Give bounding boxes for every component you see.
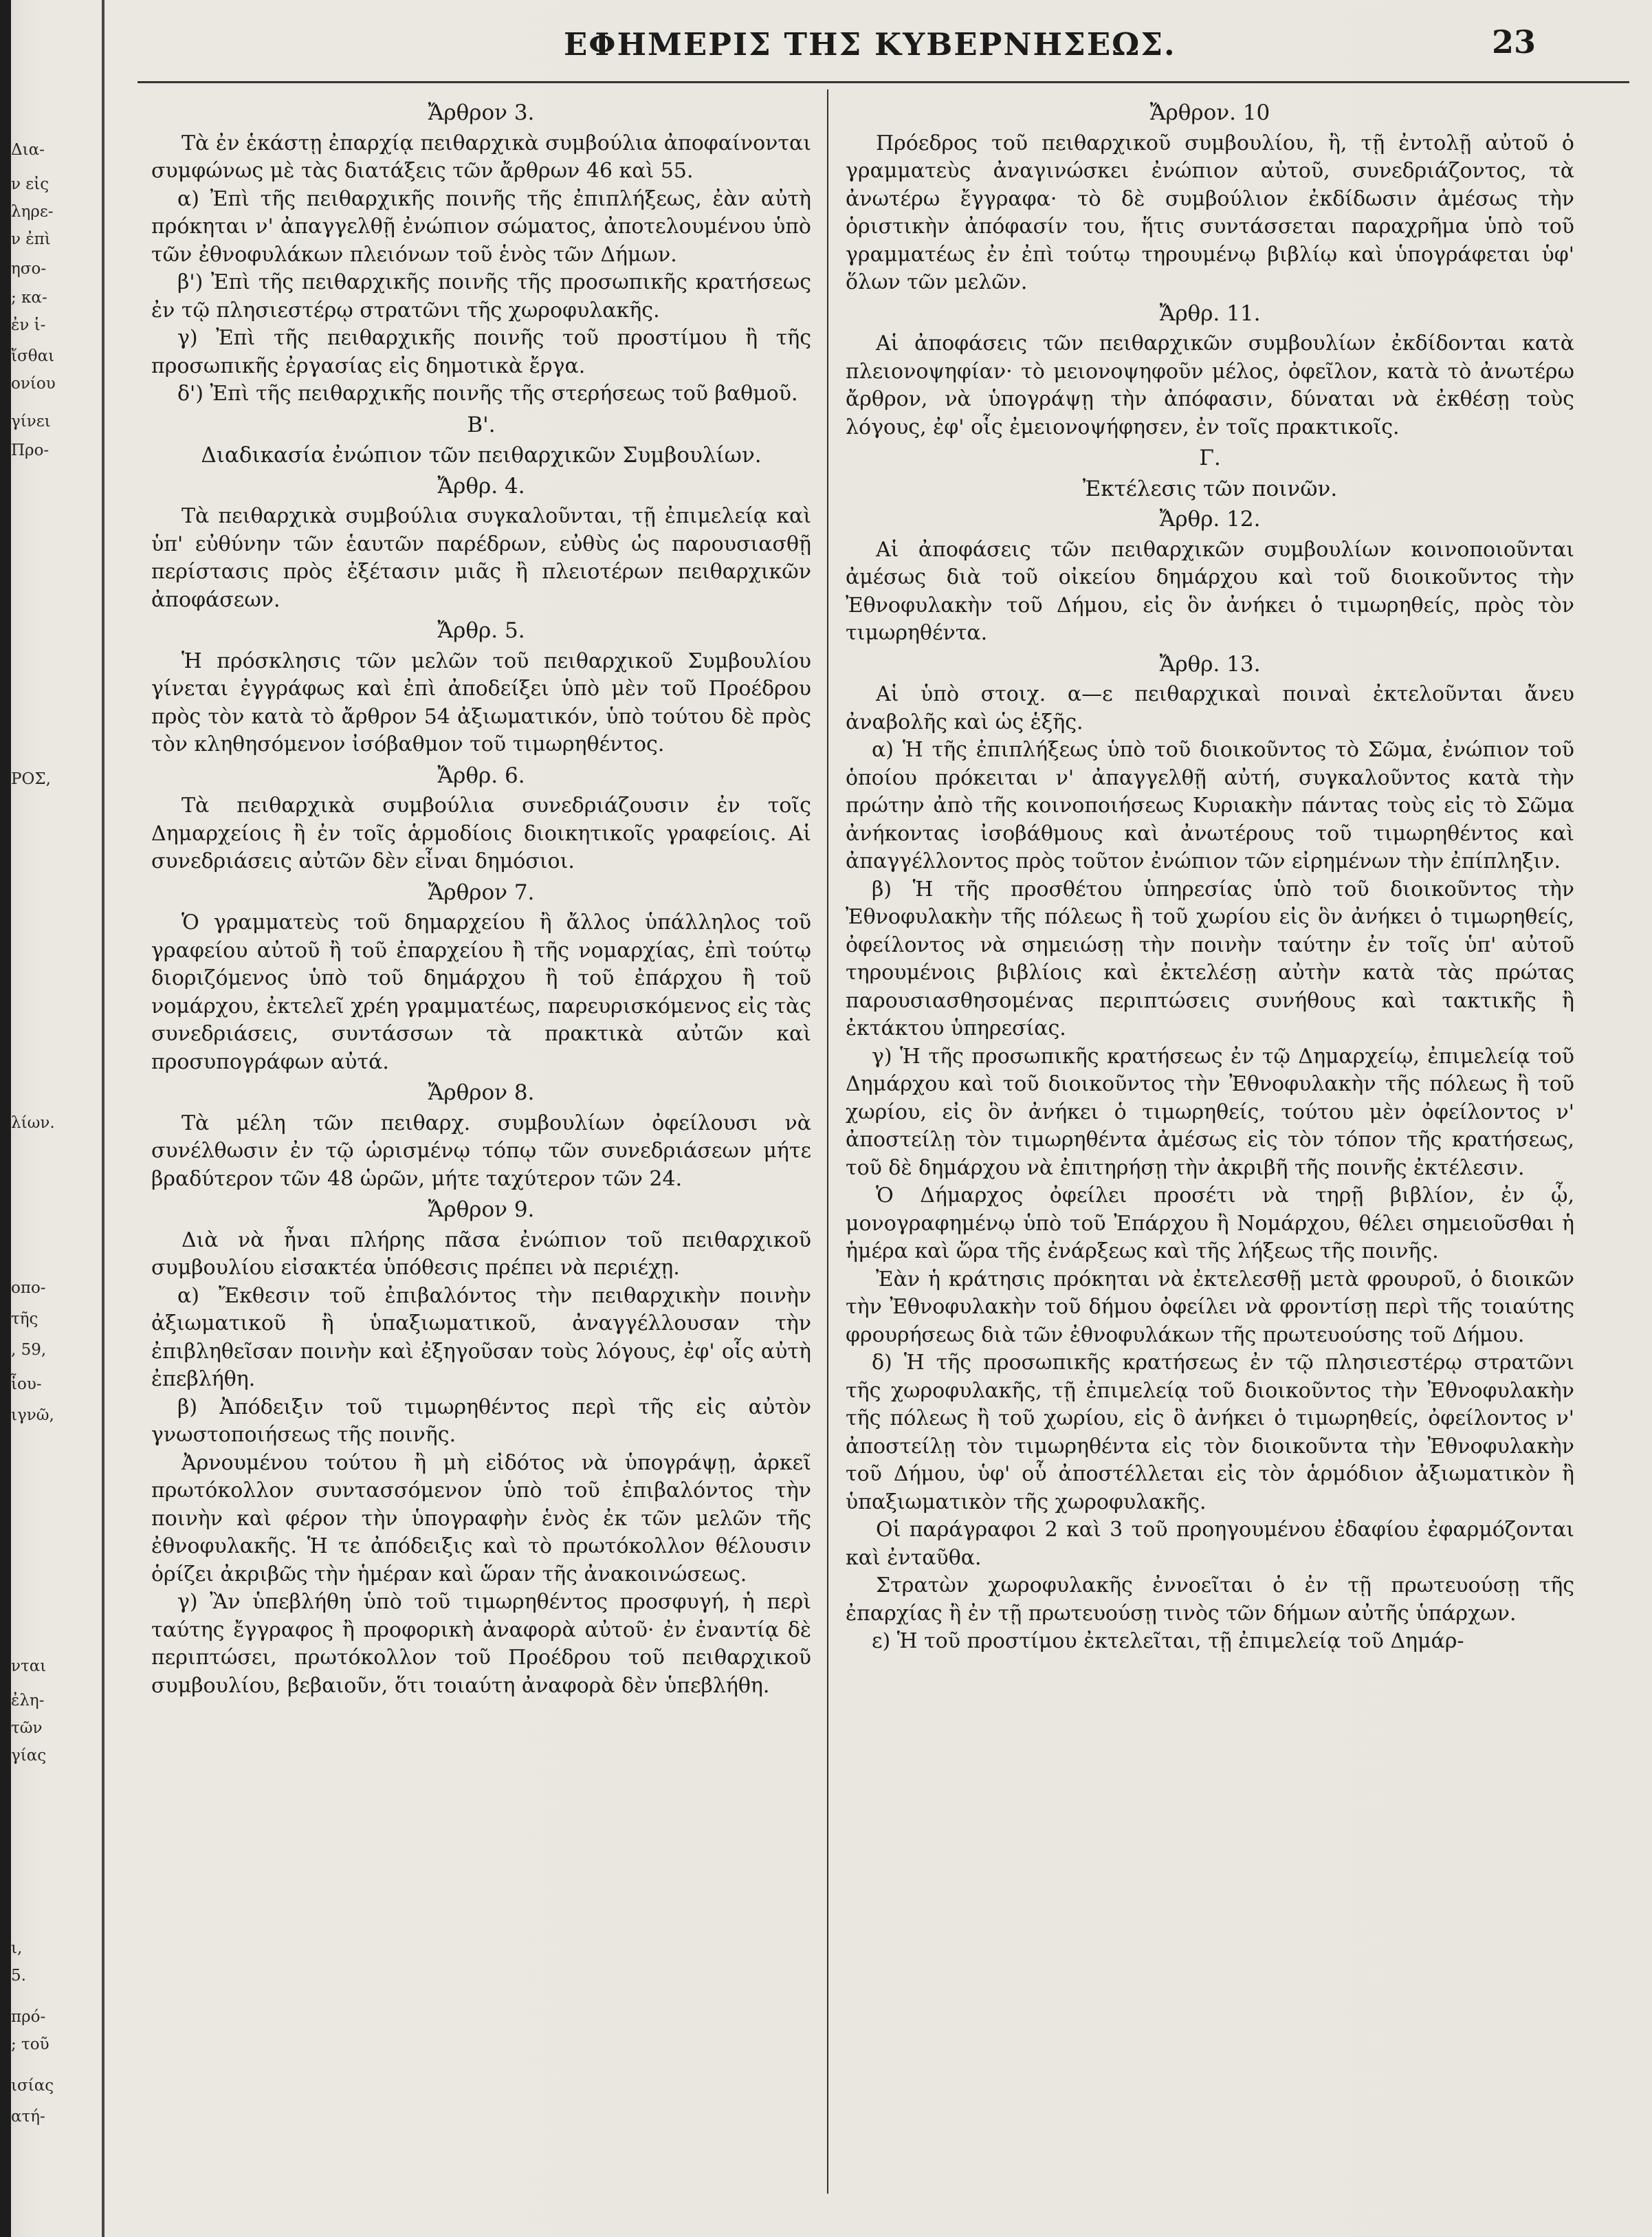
paragraph: Αἱ ὑπὸ στοιχ. α—ε πειθαρχικαὶ ποιναὶ ἐκτελοῦνται ἄνευ ἀναβολῆς καὶ ὡς ἑξῆς.	[846, 682, 1574, 734]
margin-fragment: ν ἐπὶ	[11, 230, 51, 248]
left-column	[151, 96, 811, 1700]
paragraph: Ἐὰν ἡ κράτησις πρόκηται νὰ ἐκτελεσθῇ μετὰ φρουροῦ, ὁ διοικῶν τὴν Ἐθνοφυλακὴν τοῦ δήμου ὀφείλει νὰ φροντίσῃ περὶ τῆς τοιαύτης φρουρήσεως διὰ τῶν ἐθνοφυλάκων τῆς πρωτευούσης τοῦ Δήμου.	[846, 1267, 1574, 1347]
margin-fragment: , 59,	[11, 1341, 47, 1359]
margin-fragment: γίνει	[11, 413, 51, 430]
gutter-line	[102, 0, 104, 2237]
clause-item: α) Ἔκθεσιν τοῦ ἐπιβαλόντος τὴν πειθαρχικὴν ποινὴν ἀξιωματικοῦ ἢ ὑπαξιωματικοῦ, ἀναγγέλλουσαν τὴν ἐπιβληθεῖσαν ποινὴν καὶ ἐξηγοῦσαν τοὺς λόγους, ἐφ' οἷς αὐτὴ ἐπεβλήθη.	[151, 1283, 811, 1391]
margin-fragment: Δια-	[11, 141, 45, 159]
clause-item: γ) Ἡ τῆς προσωπικῆς κρατήσεως ἐν τῷ Δημαρχείῳ, ἐπιμελείᾳ τοῦ Δημάρχου καὶ τοῦ διοικοῦντος τὴν Ἐθνοφυλακὴν τῆς πόλεως ἢ τοῦ χωρίου, εἰς ὃν ἀνήκει ὁ τιμωρηθείς, τούτου μὲν ὀφείλοντος ν' ἀποστείλῃ τὸν τιμωρηθέντα ἀμέσως εἰς τὸν τόπον τῆς κρατήσεως, τοῦ δὲ δημάρχου νὰ ἐπιτηρήσῃ τὴν ἀκριβῆ τῆς ποινῆς ἐκτέλεσιν.	[846, 1044, 1574, 1180]
paragraph: Ἀρνουμένου τούτου ἢ μὴ εἰδότος νὰ ὑπογράψῃ, ἀρκεῖ πρωτόκολλον συντασσόμενον ὑπὸ τοῦ ἐπιβαλόντος τὴν ποινὴν καὶ φέρον τὴν ὑπογραφὴν ἑνὸς ἐκ τῶν μελῶν τῆς ἐθνοφυλακῆς. Ἡ τε ἀπόδειξις καὶ τὸ πρωτόκολλον θέλουσιν ὁρίζει ἀκριβῶς τὴν ἡμέραν καὶ ὥραν τῆς ἀνακοινώσεως.	[151, 1450, 811, 1586]
paragraph: Ἡ πρόσκλησις τῶν μελῶν τοῦ πειθαρχικοῦ Συμβουλίου γίνεται ἐγγράφως καὶ ἐπὶ ἀποδείξει ὑπὸ μὲν τοῦ Προέδρου πρὸς τὸν κατὰ τὸ ἄρθρον 54 ἀξιωματικόν, ὑπὸ τούτου δὲ πρὸς τὸν κληθησόμενον ἰσόβαθμον τοῦ τιμωρηθέντος.	[151, 648, 811, 756]
clause-item: γ) Ἂν ὑπεβλήθη ὑπὸ τοῦ τιμωρηθέντος προσφυγή, ἡ περὶ ταύτης ἔγγραφος ἢ προφορικὴ ἀναφορὰ αὐτοῦ· ἐν ἐναντίᾳ δὲ περιπτώσει, πρωτόκολλον τοῦ Προέδρου τοῦ πειθαρχικοῦ συμβουλίου, βεβαιοῦν, ὅτι τοιαύτη ἀναφορὰ δὲν ὑπεβλήθη.	[151, 1590, 811, 1698]
article-heading: Διαδικασία ἐνώπιον τῶν πειθαρχικῶν Συμβουλίων.	[201, 443, 762, 468]
margin-fragment: ἶου-	[11, 1375, 42, 1393]
article-heading: Ἄρθρον 3.	[428, 100, 535, 125]
margin-fragment: ισίας	[11, 2077, 54, 2095]
column-divider	[827, 89, 828, 2194]
margin-fragment: τῆς	[11, 1310, 38, 1328]
article-heading: Γ.	[1199, 446, 1221, 470]
paragraph: Διὰ νὰ ἦναι πλήρης πᾶσα ἐνώπιον τοῦ πειθαρχικοῦ συμβουλίου εἰσακτέα ὑπόθεσις πρέπει νὰ περιέχῃ.	[151, 1227, 811, 1280]
margin-fragment: ἴσθαι	[11, 347, 55, 365]
margin-fragment: τῶν	[11, 1719, 43, 1737]
paragraph: Αἱ ἀποφάσεις τῶν πειθαρχικῶν συμβουλίων ἐκδίδονται κατὰ πλειονοψηφίαν· τὸ μειονοψηφοῦν μέλος, ὀφεῖλον, κατὰ τὸ ἀνωτέρω ἄρθρον, νὰ ὑπογράψῃ τὴν ἀπόφασιν, δύναται νὰ ἐκθέσῃ τοὺς λόγους, ἐφ' οἷς ἐμειονοψήφησεν, ἐν τοῖς πρακτικοῖς.	[846, 331, 1574, 439]
margin-fragment: ΡΟΣ,	[11, 770, 51, 788]
clause-item: ε) Ἡ τοῦ προστίμου ἐκτελεῖται, τῇ ἐπιμελείᾳ τοῦ Δημάρ-	[872, 1629, 1464, 1653]
margin-fragment: γίας	[11, 1747, 47, 1765]
clause-item: β) Ἡ τῆς προσθέτου ὑπηρεσίας ὑπὸ τοῦ διοικοῦντος τὴν Ἐθνοφυλακὴν τῆς πόλεως ἢ τοῦ χωρίου εἰς ὃν ἀνήκει ὁ τιμωρηθείς, ὀφείλοντος νὰ σημειώσῃ τὴν ποινὴν ταύτην ἐν τοῖς ὑπ' αὐτοῦ τηρουμένοις βιβλίοις καὶ ἐκτελέσῃ αὐτὴν κατὰ τὰς πρώτας παρουσιασθησομένας περιπτώσεις συνήθους καὶ τακτικῆς ἢ ἐκτάκτου ὑπηρεσίας.	[846, 877, 1574, 1040]
margin-fragment: ν εἰς	[11, 175, 49, 193]
margin-fragment: πρό-	[11, 2008, 46, 2026]
article-heading: Ἄρθρ. 4.	[437, 473, 525, 499]
article-heading: Ἄρθρον. 10	[1149, 100, 1270, 125]
paragraph: Τὰ πειθαρχικὰ συμβούλια συγκαλοῦνται, τῇ ἐπιμελείᾳ καὶ ὑπ' εὐθύνην τῶν ἑαυτῶν παρέδρων, εὐθὺς ὡς παρουσιασθῇ περίστασις πρὸς ἐξέτασιν μιᾶς ἢ πλειοτέρων πειθαρχικῶν ἀποφάσεων.	[151, 504, 811, 612]
margin-fragment: ; τοῦ	[11, 2036, 49, 2053]
article-heading: Ἄρθρον 7.	[428, 880, 535, 905]
article-heading: Ἄρθρ. 12.	[1159, 507, 1261, 532]
margin-fragment: ληρε-	[11, 203, 54, 221]
paragraph: Στρατὼν χωροφυλακῆς ἐννοεῖται ὁ ἐν τῇ πρωτευούσῃ τῆς ἐπαρχίας ἢ ἐν τῇ πρωτευούσῃ τινὸς τῶν δήμων αὐτῆς ὑπάρχων.	[846, 1573, 1574, 1626]
book-binding-edge	[0, 0, 11, 2237]
article-heading: Ἄρθρ. 5.	[437, 618, 525, 643]
clause-item: γ) Ἐπὶ τῆς πειθαρχικῆς ποινῆς τοῦ προστίμου ἢ τῆς προσωπικῆς ἐργασίας εἰς δημοτικὰ ἔργα.	[151, 326, 811, 378]
paragraph: Ὁ γραμματεὺς τοῦ δημαρχείου ἢ ἄλλος ὑπάλληλος τοῦ γραφείου αὐτοῦ ἢ τοῦ ἐπαρχείου ἢ τῆς νομαρχίας, ἐπὶ τούτῳ διοριζόμενος ὑπὸ τοῦ δημάρχου ἢ τοῦ ἐπάρχου ἢ τοῦ νομάρχου, ἐκτελεῖ χρέη γραμματέως, παρευρισκόμενος εἰς τὰς συνεδριάσεις, συντάσσων τὰ πρακτικὰ αὐτῶν καὶ προσυπογράφων αὐτά.	[151, 910, 811, 1074]
paragraph: Τὰ μέλη τῶν πειθαρχ. συμβουλίων ὀφείλουσι νὰ συνέλθωσιν ἐν τῷ ὡρισμένῳ τόπῳ τῶν συνεδριάσεων μήτε βραδύτερον τῶν 48 ὡρῶν, μήτε ταχύτερον τῶν 24.	[151, 1111, 811, 1191]
margin-fragment: νται	[11, 1657, 47, 1675]
margin-fragment: οπο-	[11, 1279, 46, 1297]
clause-item: δ') Ἐπὶ τῆς πειθαρχικῆς ποινῆς τῆς στερήσεως τοῦ βαθμοῦ.	[177, 382, 798, 406]
margin-fragment: ιγνῶ,	[11, 1406, 54, 1424]
page-number: 23	[1492, 23, 1537, 61]
right-column	[846, 96, 1574, 1656]
margin-fragment: ατή-	[11, 2108, 45, 2126]
margin-fragment: ησο-	[11, 260, 47, 278]
article-heading: Ἐκτέλεσις τῶν ποινῶν.	[1082, 476, 1338, 501]
clause-item: α) Ἐπὶ τῆς πειθαρχικῆς ποινῆς τῆς ἐπιπλήξεως, ἐὰν αὐτὴ πρόκηται ν' ἀπαγγελθῇ ἐνώπιον σώματος, ἀποτελουμένου ὑπὸ τῶν ἐθνοφυλάκων πλειόνων τοῦ ἑνὸς τῶν Δήμων.	[151, 186, 811, 267]
paragraph: Πρόεδρος τοῦ πειθαρχικοῦ συμβουλίου, ἢ, τῇ ἐντολῇ αὐτοῦ ὁ γραμματεὺς ἀναγινώσκει ἐνώπιον αὐτοῦ, συνεδριάζοντος, τὰ ἀνωτέρω ἔγγραφα· τὸ δὲ συμβούλιον ἐκδίδωσιν ἀμέσως τὴν ὁριστικὴν ἀπόφασίν του, ἥτις συντάσσεται παραχρῆμα ὑπὸ τοῦ γραμματέως ἐν ἐπὶ τούτῳ τηρουμένῳ βιβλίῳ καὶ ὑπογράφεται ὑφ' ὅλων τῶν μελῶν.	[846, 131, 1574, 294]
article-heading: Β'.	[467, 412, 496, 437]
previous-page-margin	[11, 83, 100, 2180]
margin-fragment: Προ-	[11, 441, 49, 459]
clause-item: β') Ἐπὶ τῆς πειθαρχικῆς ποινῆς τῆς προσωπικῆς κρατήσεως ἐν τῷ πλησιεστέρῳ στρατῶνι τῆς χωροφυλακῆς.	[151, 270, 811, 323]
margin-fragment: λίων.	[11, 1114, 55, 1132]
margin-fragment: ἐλη-	[11, 1692, 45, 1710]
article-heading: Ἄρθρ. 6.	[437, 763, 525, 788]
header-rule	[137, 81, 1629, 83]
article-heading: Ἄρθρ. 11.	[1159, 301, 1261, 326]
margin-fragment: ; κα-	[11, 289, 47, 307]
margin-fragment: ι,	[11, 1939, 23, 1957]
paragraph: Τὰ πειθαρχικὰ συμβούλια συνεδριάζουσιν ἐν τοῖς Δημαρχείοις ἢ ἐν τοῖς ἁρμοδίοις διοικητικοῖς γραφείοις. Αἱ συνεδριάσεις αὐτῶν δὲν εἶναι δημόσιοι.	[151, 794, 811, 873]
margin-fragment: ἐν ἱ-	[11, 316, 46, 334]
margin-fragment: 5.	[11, 1967, 26, 1985]
gazette-title: ΕΦΗΜΕΡΙΣ ΤΗΣ ΚΥΒΕΡΝΗΣΕΩΣ.	[564, 26, 1176, 63]
paragraph: Οἱ παράγραφοι 2 καὶ 3 τοῦ προηγουμένου ἐδαφίου ἐφαρμόζονται καὶ ἐνταῦθα.	[846, 1518, 1574, 1570]
clause-item: δ) Ἡ τῆς προσωπικῆς κρατήσεως ἐν τῷ πλησιεστέρῳ στρατῶνι τῆς χωροφυλακῆς, τῇ ἐπιμελείᾳ τοῦ διοικοῦντος τὴν Ἐθνοφυλακὴν τῆς πόλεως ἢ τοῦ χωρίου, εἰς ὃ ἀνήκει ὁ τιμωρηθείς, ὀφείλοντος ν' ἀποστείλῃ τὸν τιμωρηθέντα εἰς τὸν διοικοῦντα τὴν Ἐθνοφυλακὴν τοῦ Δήμου, ὑφ' οὗ ἀποστέλλεται εἰς τὸν ἁρμόδιον ἀξιωματικὸν ἢ ὑπαξιωματικὸν τῆς χωροφυλακῆς.	[846, 1351, 1574, 1514]
article-heading: Ἄρθρον 8.	[428, 1080, 535, 1105]
article-heading: Ἄρθρ. 13.	[1159, 651, 1261, 677]
paragraph: Ὁ Δήμαρχος ὀφείλει προσέτι νὰ τηρῇ βιβλίον, ἐν ᾧ, μονογραφημένῳ ὑπὸ τοῦ Ἐπάρχου ἢ Νομάρχου, θέλει σημειοῦσθαι ἡ ἡμέρα καὶ ὥρα τῆς ἐνάρξεως καὶ τῆς λήξεως τῆς ποινῆς.	[846, 1183, 1574, 1263]
clause-item: β) Ἀπόδειξιν τοῦ τιμωρηθέντος περὶ τῆς εἰς αὐτὸν γνωστοποιήσεως τῆς ποινῆς.	[151, 1395, 811, 1447]
margin-fragment: ονίου	[11, 375, 56, 393]
paragraph: Αἱ ἀποφάσεις τῶν πειθαρχικῶν συμβουλίων κοινοποιοῦνται ἀμέσως διὰ τοῦ οἰκείου δημάρχου καὶ τοῦ διοικοῦντος τὴν Ἐθνοφυλακὴν τοῦ Δήμου, εἰς ὃν ἀνήκει ὁ τιμωρηθείς, πρὸς τὸν τιμωρηθέντα.	[846, 537, 1574, 645]
paragraph: Τὰ ἐν ἑκάστῃ ἐπαρχίᾳ πειθαρχικὰ συμβούλια ἀποφαίνονται συμφώνως μὲ τὰς διατάξεις τῶν ἄρθρων 46 καὶ 55.	[151, 131, 811, 183]
clause-item: α) Ἡ τῆς ἐπιπλήξεως ὑπὸ τοῦ διοικοῦντος τὸ Σῶμα, ἐνώπιον τοῦ ὁποίου πρόκειται ν' ἀπαγγελθῇ αὐτή, συγκαλοῦντος κατὰ τὴν πρώτην ἀπὸ τῆς κοινοποιήσεως Κυριακὴν πάντας τοὺς εἰς τὸ Σῶμα ἀνήκοντας ἰσοβάθμους καὶ ἀνωτέρους τοῦ τιμωρηθέντος καὶ ἀπαγγέλλοντος πρὸς τοῦτον ἐνώπιον τῶν εἰρημένων τὴν ἐπίπληξιν.	[846, 738, 1574, 873]
page-header	[110, 21, 1643, 76]
article-heading: Ἄρθρον 9.	[428, 1197, 535, 1222]
